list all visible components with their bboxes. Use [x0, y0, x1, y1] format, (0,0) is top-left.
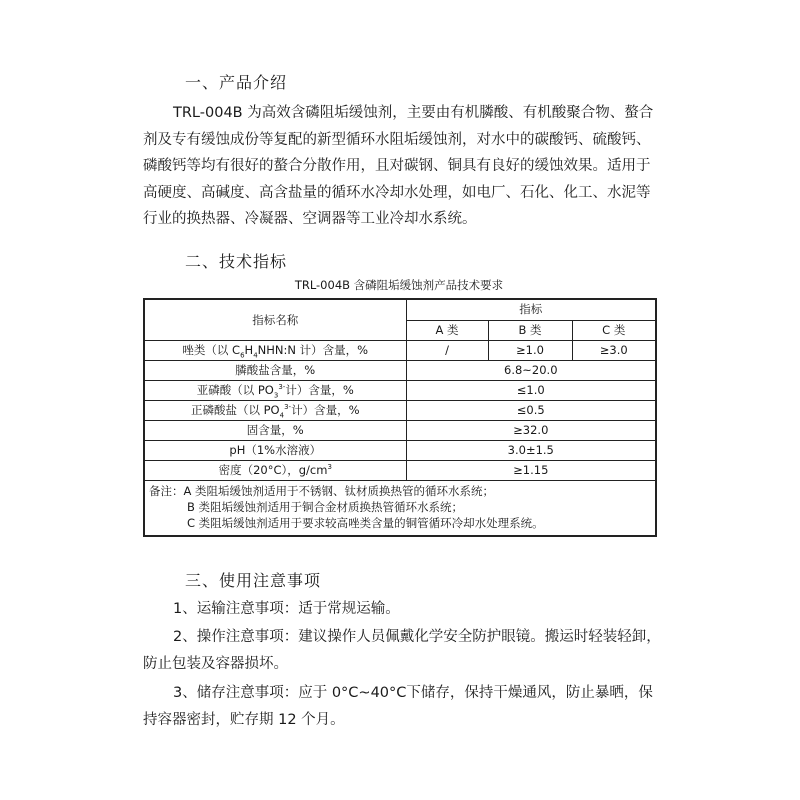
table-row [144, 381, 656, 401]
list-item-line: 2、操作注意事项：建议操作人员佩戴化学安全防护眼镜。搬运时轻装轻卸， [173, 629, 661, 645]
note-line: 备注：A 类阻垢缓蚀剂适用于不锈钢、钛材质换热管的循环水系统； [149, 484, 495, 498]
row-name-phosphonate: 膦酸盐含量，% [144, 361, 406, 381]
table-header-row [144, 299, 656, 320]
table-row [144, 461, 656, 481]
note-line: B 类阻垢缓蚀剂适用于铜合金材质换热管循环水系统； [187, 500, 464, 514]
cell-class-b: ≥1.0 [488, 341, 572, 361]
cell-value: ≥1.15 [406, 461, 656, 481]
cell-value: ≥32.0 [406, 421, 656, 441]
list-item-line: 3、储存注意事项：应于 0°C~40°C下储存，保持干燥通风，防止暴晒，保 [173, 685, 653, 701]
row-name-ph: pH（1%水溶液） [144, 441, 406, 461]
header-class-a: A 类 [406, 320, 488, 341]
cell-value: ≤0.5 [406, 401, 656, 421]
list-item-line: 持容器密封，贮存期 12 个月。 [143, 712, 345, 728]
header-class-b: B 类 [488, 320, 572, 341]
table-notes [144, 481, 656, 537]
cell-value: ≤1.0 [406, 381, 656, 401]
header-indicator-name: 指标名称 [144, 299, 406, 341]
cell-value: 3.0±1.5 [406, 441, 656, 461]
row-name-solids: 固含量，% [144, 421, 406, 441]
cell-class-a: / [406, 341, 488, 361]
note-line: C 类阻垢缓蚀剂适用于要求较高唑类含量的铜管循环冷却水处理系统。 [187, 516, 544, 530]
list-item-storage [143, 680, 655, 734]
spec-table [143, 298, 657, 537]
paragraph-line: 行业的换热器、冷凝器、空调器等工业冷却水系统。 [143, 211, 477, 227]
paragraph-line: 磷酸钙等均有很好的螯合分散作用，且对碳钢、铜具有良好的缓蚀效果。适用于 [143, 158, 651, 174]
row-name-orthophosphate: 正磷酸盐（以 $PO_4^{3-}$计）含量，% [144, 401, 406, 421]
section-heading-usage-notes: 三、使用注意事项 [185, 571, 322, 590]
header-indicator-group: 指标 [406, 299, 656, 320]
row-name-density: 密度（20°C），$g/cm^3$ [144, 461, 406, 481]
header-class-c: C 类 [572, 320, 656, 341]
cell-class-c: ≥3.0 [572, 341, 656, 361]
paragraph-line: 剂及专有缓蚀成份等复配的新型循环水阻垢缓蚀剂，对水中的碳酸钙、硫酸钙、 [143, 131, 651, 148]
paragraph-line: TRL-004B 为高效含磷阻垢缓蚀剂，主要由有机膦酸、有机酸聚合物、螯合 [173, 105, 654, 121]
table-caption: TRL-004B 含磷阻垢缓蚀剂产品技术要求 [294, 278, 504, 292]
section-heading-product-intro: 一、产品介绍 [185, 73, 288, 92]
list-item-operation [143, 624, 661, 678]
table-row [144, 341, 656, 361]
list-item-transport [143, 596, 655, 623]
table-row [144, 441, 656, 461]
row-name-azole: 唑类（以 $C_6H_4NHN:N$ 计）含量，% [144, 341, 406, 361]
list-item-line: 防止包装及容器损坏。 [143, 656, 288, 672]
table-row [144, 421, 656, 441]
paragraph-line: 高硬度、高碱度、高含盐量的循环水冷却水处理，如电厂、石化、化工、水泥等 [143, 184, 651, 201]
row-name-phosphite: 亚磷酸（以 $PO_3^{3-}$计）含量，% [144, 381, 406, 401]
table-notes-row [144, 481, 656, 537]
product-intro-paragraph [143, 100, 655, 233]
section-heading-tech-specs: 二、技术指标 [185, 252, 288, 271]
table-row [144, 401, 656, 421]
cell-value: 6.8~20.0 [406, 361, 656, 381]
table-row [144, 361, 656, 381]
list-item-line: 1、运输注意事项：适于常规运输。 [173, 601, 400, 617]
